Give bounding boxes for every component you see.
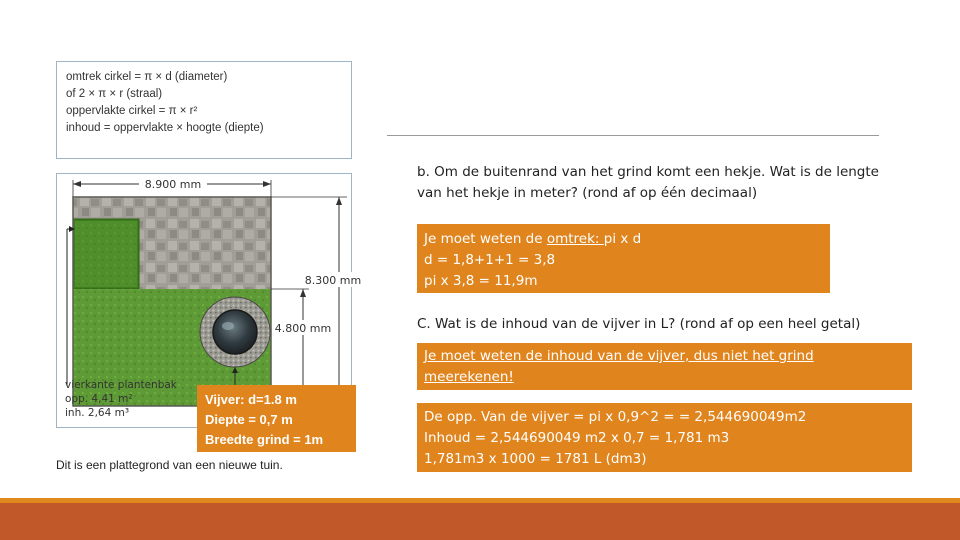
- answer-c2-line1: De opp. Van de vijver = pi x 0,9^2 = = 2,544690049m2: [424, 409, 807, 425]
- question-b: [417, 162, 917, 204]
- answer-c2-line2: Inhoud = 2,544690049 m2 x 0,7 = 1,781 m3: [424, 430, 730, 446]
- pond: [213, 310, 257, 354]
- formula-box: [56, 61, 352, 159]
- divider-line: [387, 135, 879, 136]
- answer-c2-line3: 1,781m3 x 1000 = 1781 L (dm3): [424, 451, 647, 467]
- answer-b-box: [417, 224, 830, 293]
- footer-stripe: [0, 498, 960, 503]
- answer-b-line1: [424, 229, 830, 250]
- answer-b-prefix: Je moet weten de: [424, 231, 547, 247]
- lower-height-label: 4.800 mm: [274, 322, 332, 335]
- formula-area: oppervlakte cirkel = π × r²: [66, 105, 198, 117]
- planter-area: opp. 4,41 m²: [65, 393, 133, 405]
- formula-circumference-radius: of 2 × π × r (straal): [66, 88, 163, 100]
- answer-c1-line2: meerekenen!: [424, 369, 514, 385]
- gravel-width: Breedte grind = 1m: [205, 432, 324, 447]
- height-label: 8.300 mm: [304, 274, 362, 287]
- answer-c1-line1: Je moet weten de inhoud van de vijver, dus niet het grind: [424, 348, 814, 364]
- question-b-line1: b. Om de buitenrand van het grind komt een hekje. Wat is de lengte: [417, 164, 879, 180]
- formula-circumference: omtrek cirkel = π × d (diameter): [66, 71, 228, 83]
- question-c: C. Wat is de inhoud van de vijver in L? (rond af op een heel getal): [417, 316, 861, 332]
- plan-caption: Dit is een plattegrond van een nieuwe tuin.: [56, 458, 283, 472]
- planter-volume: inh. 2,64 m³: [65, 407, 130, 419]
- pond-info-box: [197, 385, 356, 452]
- answer-b-formula: pi x d: [603, 231, 642, 247]
- width-label: 8.900 mm: [144, 178, 202, 191]
- answer-b-line3: pi x 3,8 = 11,9m: [424, 273, 538, 289]
- answer-c2-box: [417, 403, 912, 472]
- question-b-line2: van het hekje in meter? (rond af op één decimaal): [417, 185, 758, 201]
- pond-diameter: Vijver: d=1.8 m: [205, 392, 297, 407]
- answer-b-keyword: omtrek:: [546, 231, 604, 247]
- planter-label: vierkante plantenbak: [65, 379, 177, 391]
- footer-band: [0, 498, 960, 540]
- pond-depth: Diepte = 0,7 m: [205, 412, 293, 427]
- answer-b-line2: d = 1,8+1+1 = 3,8: [424, 252, 556, 268]
- formula-volume: inhoud = oppervlakte × hoogte (diepte): [66, 122, 264, 134]
- answer-c1-box: [417, 343, 912, 390]
